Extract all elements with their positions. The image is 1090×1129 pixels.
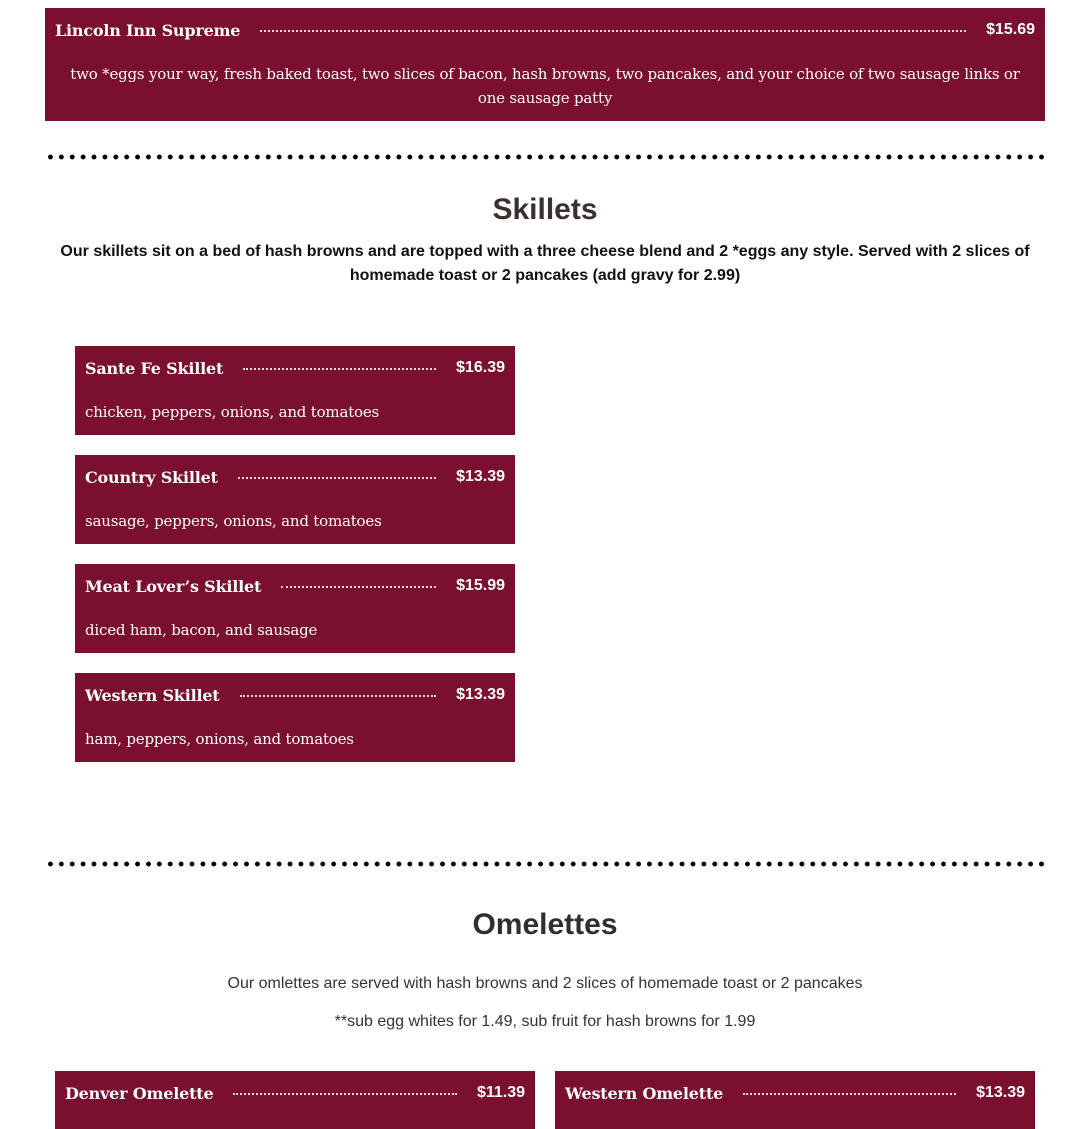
menu-item-card [75,455,515,544]
menu-item-card [55,1071,535,1129]
dotted-leader [260,30,966,32]
menu-item-header [85,564,505,608]
menu-item-header [85,346,505,390]
menu-item-card [555,1071,1035,1129]
dotted-leader [238,477,436,479]
menu-item-card [45,8,1045,121]
section-description-omelettes: Our omlettes are served with hash browns and 2 slices of homemade toast or 2 pancakes [227,975,863,992]
menu-item-description: ham, peppers, onions, and tomatoes [85,730,354,748]
menu-item-price: $15.69 [986,21,1035,38]
dotted-leader [240,695,437,697]
menu-item-header [65,1071,525,1115]
menu-item-header [55,8,1035,52]
dotted-leader [233,1093,457,1095]
menu-item-price: $13.39 [456,686,505,703]
menu-item-price: $15.99 [456,577,505,594]
menu-item-name: Country Skillet [85,467,218,487]
section-description-skillets: Our skillets sit on a bed of hash browns and are topped with a three cheese blend and 2 *eggs any style. Served with 2 slices of homemade toast or 2 pancakes (add gravy for 2.99) [60,243,1030,284]
section-title-skillets: Skillets [492,193,598,226]
menu-item-header [85,455,505,499]
menu-item-description: two *eggs your way, fresh baked toast, two slices of bacon, hash browns, two pancakes, and your choice of two sausage links or one sausage patty [70,65,1020,107]
dotted-divider [45,861,1045,867]
section-subnote-omelettes: **sub egg whites for 1.49, sub fruit for hash browns for 1.99 [334,1013,756,1030]
menu-item-price: $13.39 [456,468,505,485]
menu-item-price: $16.39 [456,359,505,376]
dotted-divider [45,154,1045,160]
menu-item-card [75,346,515,435]
dotted-leader [243,368,436,370]
dotted-leader [743,1093,956,1095]
menu-item-header [565,1071,1025,1115]
menu-item-price: $13.39 [976,1084,1025,1101]
menu-item-card [75,673,515,762]
section-title-omelettes: Omelettes [472,908,618,941]
menu-item-card [75,564,515,653]
menu-item-description: diced ham, bacon, and sausage [85,621,318,639]
menu-item-description: chicken, peppers, onions, and tomatoes [85,403,380,421]
menu-item-description: sausage, peppers, onions, and tomatoes [85,512,382,530]
menu-item-name: Western Skillet [85,685,220,705]
menu-item-name: Sante Fe Skillet [85,358,224,378]
menu-item-name: Lincoln Inn Supreme [55,20,241,40]
dotted-leader [281,586,436,588]
menu-item-name: Denver Omelette [65,1083,214,1103]
menu-item-header [85,673,505,717]
menu-item-name: Meat Lover’s Skillet [85,576,262,596]
menu-item-name: Western Omelette [565,1083,724,1103]
menu-item-price: $11.39 [476,1084,525,1101]
